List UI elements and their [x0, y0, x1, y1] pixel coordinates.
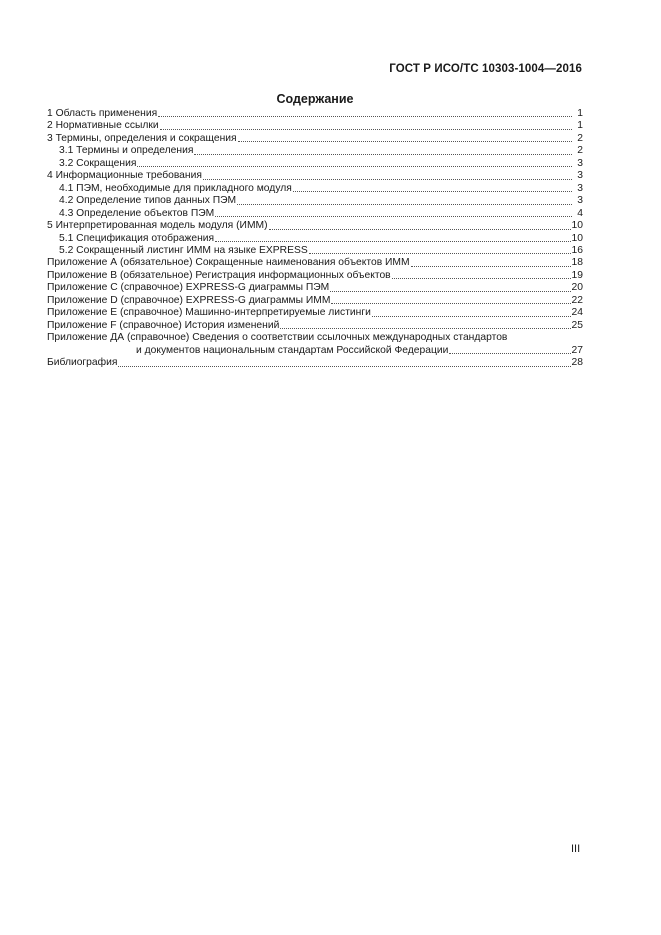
toc-entry-title: Приложение D (справочное) EXPRESS-G диаграммы ИММ — [47, 294, 331, 306]
toc-entry[interactable] — [47, 120, 583, 132]
standard-designation: ГОСТ Р ИСО/ТС 10303-1004—2016 — [389, 63, 582, 75]
toc-entry-page: 27 — [571, 344, 583, 356]
toc-entry-title: 1 Область применения — [47, 108, 158, 119]
toc-entry-title: 3.2 Сокращения — [59, 157, 137, 169]
toc-entry-page: 10 — [571, 232, 583, 244]
dot-leader — [309, 252, 571, 254]
toc-entry[interactable] — [47, 158, 583, 170]
dot-leader — [372, 315, 571, 317]
dot-leader — [330, 290, 570, 292]
toc-entry-page: 1 — [577, 120, 583, 132]
toc-entry-page: 10 — [571, 220, 583, 232]
toc-entry-title: 5.2 Сокращенный листинг ИММ на языке EXPRESS — [59, 244, 308, 256]
toc-entry[interactable] — [47, 245, 583, 257]
toc-entry[interactable] — [47, 357, 583, 369]
dot-leader — [203, 178, 572, 180]
dot-leader — [293, 190, 572, 192]
toc-entry-title: 5.1 Спецификация отображения — [59, 232, 215, 244]
toc-entry-page: 3 — [577, 170, 583, 182]
toc-entry-title: 4.1 ПЭМ, необходимые для прикладного модуля — [59, 182, 292, 194]
toc-entry-title: 4.2 Определение типов данных ПЭМ — [59, 195, 237, 207]
dot-leader — [194, 153, 572, 155]
toc-title: Содержание — [276, 92, 354, 106]
toc-entry[interactable] — [47, 295, 583, 307]
toc-entry-title: Библиография — [47, 357, 118, 369]
toc-entry[interactable] — [47, 233, 583, 245]
toc-entry[interactable] — [47, 270, 583, 282]
toc-entry[interactable] — [47, 195, 583, 207]
dot-leader — [158, 115, 572, 117]
toc-entry-title: 3.1 Термины и определения — [59, 145, 194, 157]
toc-entry-title: Приложение ДА (справочное) Сведения о соответствии ссылочных международных стандартов — [47, 332, 508, 344]
toc-entry-page: 2 — [577, 132, 583, 144]
toc-entry[interactable] — [47, 282, 583, 294]
toc-entry-page: 3 — [577, 195, 583, 207]
dot-leader — [269, 228, 571, 230]
toc-entry-page: 28 — [571, 357, 583, 369]
toc-entry-page: 19 — [571, 269, 583, 281]
toc-entry-title: Приложение Е (справочное) Машинно-интерпретируемые листинги — [47, 307, 371, 319]
toc-entry[interactable] — [47, 320, 583, 332]
dot-leader — [160, 128, 572, 130]
toc-entry-page: 20 — [571, 282, 583, 294]
dot-leader — [215, 215, 572, 217]
toc-entry-page: 22 — [571, 294, 583, 306]
toc-entry-page: 3 — [577, 157, 583, 169]
dot-leader — [237, 203, 572, 205]
toc-entry-title: Приложение F (справочное) История изменений — [47, 319, 280, 331]
toc-entry-title: 4.3 Определение объектов ПЭМ — [59, 207, 215, 219]
toc-entry-title: Приложение С (справочное) EXPRESS-G диаграммы ПЭМ — [47, 282, 330, 294]
dot-leader — [215, 240, 570, 242]
dot-leader — [238, 140, 572, 142]
toc-entry-page: 16 — [571, 244, 583, 256]
toc-entry-page: 1 — [577, 108, 583, 119]
toc-entry-title: Приложение В (обязательное) Регистрация информационных объектов — [47, 269, 391, 281]
toc-entry[interactable] — [47, 108, 583, 120]
toc-entry[interactable] — [47, 345, 583, 357]
toc-entry[interactable] — [47, 307, 583, 319]
toc-entry-title: и документов национальным стандартам Российской Федерации — [136, 344, 449, 356]
toc-entry[interactable] — [47, 220, 583, 232]
table-of-contents — [47, 108, 583, 370]
toc-entry-title: 3 Термины, определения и сокращения — [47, 132, 237, 144]
toc-entry[interactable] — [47, 208, 583, 220]
dot-leader — [449, 352, 570, 354]
toc-entry-page: 24 — [571, 307, 583, 319]
toc-entry[interactable] — [47, 133, 583, 145]
dot-leader — [392, 277, 571, 279]
toc-entry[interactable] — [47, 183, 583, 195]
toc-entry-page: 18 — [571, 257, 583, 269]
toc-entry[interactable] — [47, 257, 583, 269]
toc-entry[interactable] — [47, 332, 583, 344]
toc-entry-page: 3 — [577, 182, 583, 194]
toc-entry[interactable] — [47, 170, 583, 182]
page-number: III — [571, 843, 581, 855]
toc-entry-title: Приложение А (обязательное) Сокращенные наименования объектов ИММ — [47, 257, 410, 269]
toc-entry-page: 25 — [571, 319, 583, 331]
toc-entry-title: 4 Информационные требования — [47, 170, 202, 182]
toc-entry-title: 2 Нормативные ссылки — [47, 120, 159, 132]
dot-leader — [411, 265, 571, 267]
dot-leader — [331, 302, 570, 304]
dot-leader — [118, 365, 570, 367]
toc-entry[interactable] — [47, 145, 583, 157]
toc-entry-page: 4 — [577, 207, 583, 219]
dot-leader — [280, 327, 570, 329]
dot-leader — [137, 165, 572, 167]
toc-entry-title: 5 Интерпретированная модель модуля (ИММ) — [47, 220, 268, 232]
toc-entry-page: 2 — [577, 145, 583, 157]
